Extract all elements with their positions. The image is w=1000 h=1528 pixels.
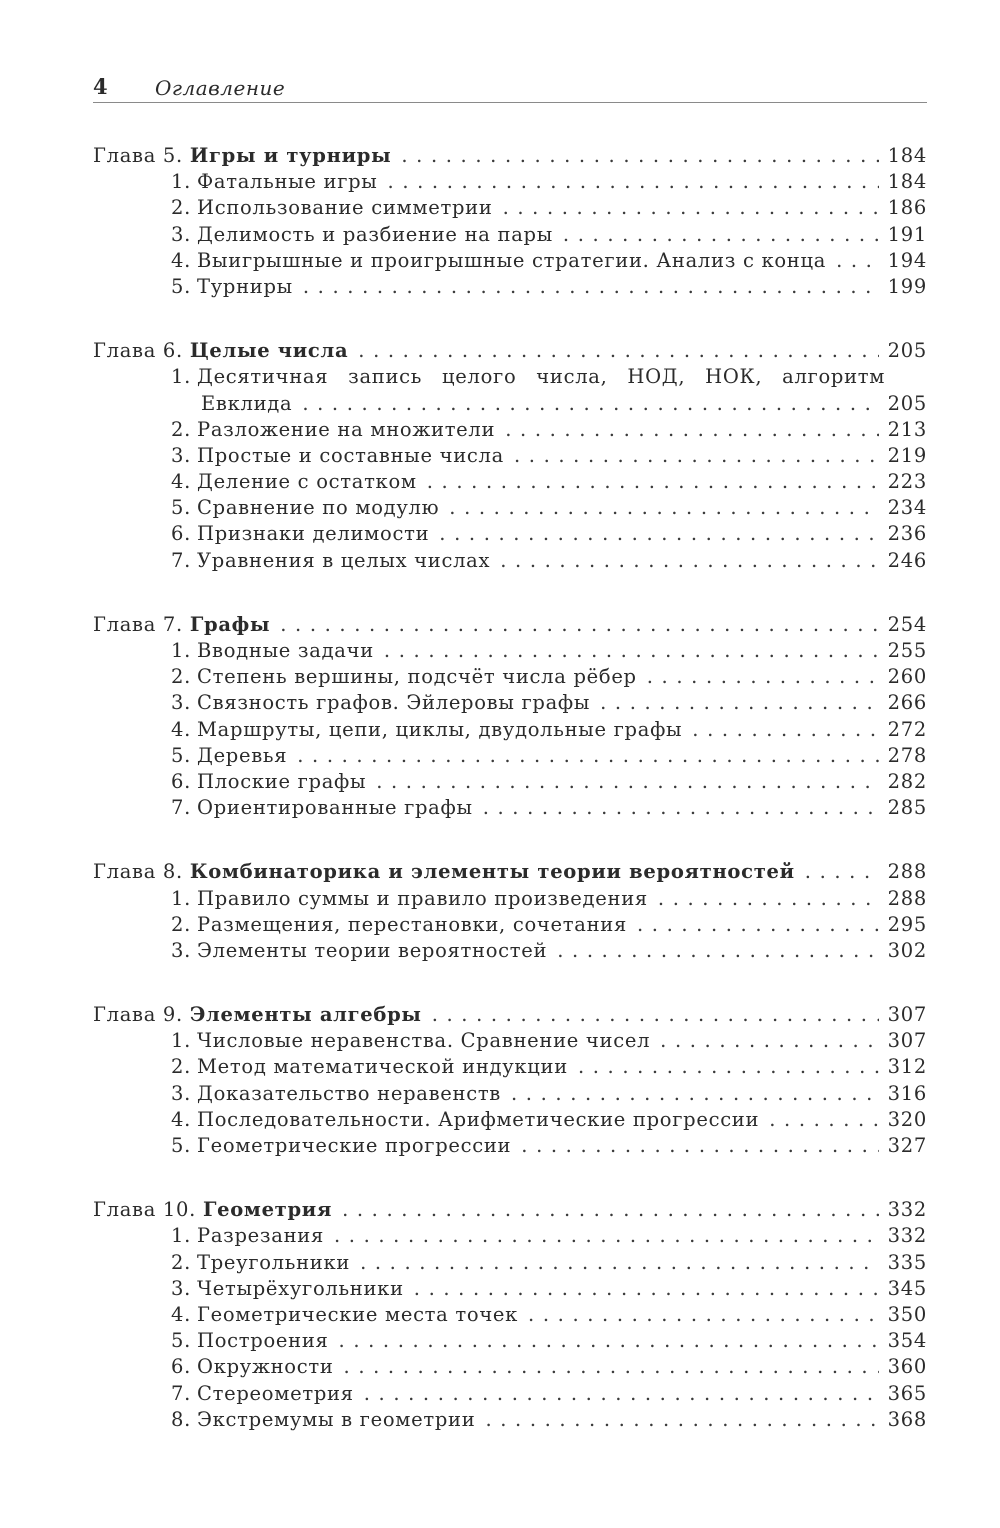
toc-section-row[interactable] [93, 1355, 927, 1381]
section-page: 327 [887, 1134, 927, 1157]
section-number: 1. [171, 639, 192, 662]
section-number: 7. [171, 796, 192, 820]
section-number: 2. [171, 665, 192, 689]
chapter-title: Комбинаторика и элементы теории вероятностей [189, 860, 795, 884]
section-page: 260 [887, 665, 927, 689]
section-number: 5. [171, 496, 192, 520]
section-title: Связность графов. Эйлеровы графы [197, 691, 591, 715]
section-number: 3. [171, 1081, 192, 1105]
chapter-page: 254 [887, 612, 927, 636]
section-page: 288 [887, 886, 927, 910]
toc-chapter [93, 860, 927, 965]
section-page: 246 [887, 548, 927, 572]
section-title: Разложение на множители [197, 417, 496, 441]
toc-chapter [93, 1003, 927, 1160]
section-title: Размещения, перестановки, сочетания [197, 912, 627, 936]
leader-dots [769, 1108, 879, 1131]
leader-dots [364, 1382, 879, 1405]
leader-dots [485, 1408, 879, 1431]
section-page: 350 [887, 1302, 927, 1326]
section-page: 360 [887, 1355, 927, 1379]
section-number: 4. [171, 1302, 192, 1326]
toc-section-row[interactable] [93, 665, 927, 691]
chapter-label: Глава 6. [93, 339, 183, 363]
section-title: Уравнения в целых числах [197, 548, 491, 572]
leader-dots [302, 392, 879, 415]
table-of-contents [93, 144, 927, 1472]
section-title: Элементы теории вероятностей [197, 938, 548, 962]
toc-chapter [93, 1198, 927, 1434]
leader-dots [334, 1224, 879, 1247]
leader-dots [449, 496, 879, 519]
section-number: 3. [171, 443, 192, 467]
section-number: 4. [171, 470, 192, 494]
running-header [93, 72, 927, 103]
toc-section-row[interactable] [93, 1303, 927, 1329]
toc-section-row[interactable] [93, 639, 927, 665]
section-title: Десятичная запись целого числа, НОД, НОК, алгоритм [197, 365, 886, 389]
section-number: 2. [171, 1250, 192, 1274]
section-page: 213 [887, 417, 927, 441]
leader-dots [521, 1134, 879, 1157]
section-page: 184 [887, 170, 927, 194]
section-title: Последовательности. Арифметические прогрессии [197, 1107, 760, 1131]
toc-section-row[interactable] [93, 496, 927, 522]
leader-dots [563, 223, 879, 246]
section-page: 272 [887, 717, 927, 741]
leader-dots [528, 1303, 879, 1326]
section-page: 194 [887, 248, 927, 272]
section-number: 1. [171, 886, 192, 910]
leader-dots [660, 1029, 879, 1052]
leader-dots [297, 744, 879, 767]
section-page: 332 [887, 1224, 927, 1248]
section-title: Построения [197, 1329, 329, 1353]
toc-section-row[interactable] [93, 1108, 927, 1134]
toc-section-row[interactable] [93, 691, 927, 717]
section-title: Выигрышные и проигрышные стратегии. Анализ с конца [197, 248, 827, 272]
toc-chapter-row[interactable] [93, 1003, 927, 1029]
section-number: 3. [171, 691, 192, 715]
section-page: 223 [887, 470, 927, 494]
section-page: 302 [887, 938, 927, 962]
section-title: Признаки делимости [197, 522, 430, 546]
section-page: 236 [887, 522, 927, 546]
leader-dots [414, 1277, 879, 1300]
toc-section-row[interactable] [93, 249, 927, 275]
chapter-title: Элементы алгебры [189, 1003, 422, 1027]
section-title: Правило суммы и правило произведения [197, 886, 648, 910]
section-title: Окружности [197, 1355, 334, 1379]
toc-section-row[interactable] [93, 365, 927, 391]
leader-dots [692, 718, 879, 741]
section-number: 4. [171, 1107, 192, 1131]
toc-chapter [93, 144, 927, 301]
section-title: Маршруты, цепи, циклы, двудольные графы [197, 717, 683, 741]
toc-section-row[interactable] [93, 1055, 927, 1081]
section-title: Деревья [197, 743, 288, 767]
chapter-label: Глава 8. [93, 860, 183, 884]
section-number: 1. [171, 365, 192, 389]
toc-section-row[interactable] [93, 718, 927, 744]
leader-dots [358, 339, 879, 362]
leader-dots [483, 796, 879, 819]
toc-section-row[interactable] [93, 418, 927, 444]
section-number: 5. [171, 1329, 192, 1353]
toc-section-row[interactable] [93, 1329, 927, 1355]
section-number: 8. [171, 1407, 192, 1431]
leader-dots [339, 1329, 879, 1352]
toc-section-row[interactable] [93, 470, 927, 496]
section-title: Экстремумы в геометрии [197, 1407, 476, 1431]
toc-section-row[interactable] [93, 223, 927, 249]
section-number: 5. [171, 743, 192, 767]
section-page: 234 [887, 496, 927, 520]
section-number: 4. [171, 717, 192, 741]
leader-dots [376, 770, 879, 793]
leader-dots [388, 170, 879, 193]
section-title: Ориентированные графы [197, 796, 473, 820]
section-page: 316 [887, 1081, 927, 1105]
section-page: 345 [887, 1276, 927, 1300]
section-title: Числовые неравенства. Сравнение чисел [197, 1029, 651, 1053]
leader-dots [557, 939, 879, 962]
chapter-label: Глава 10. [93, 1198, 197, 1222]
toc-section-row[interactable] [93, 275, 927, 301]
toc-chapter-row[interactable] [93, 860, 927, 886]
section-title: Делимость и разбиение на пары [197, 222, 553, 246]
section-title: Использование симметрии [197, 196, 493, 220]
section-number: 6. [171, 769, 192, 793]
toc-section-row[interactable] [93, 522, 927, 548]
toc-section-row[interactable] [93, 1134, 927, 1160]
toc-section-row[interactable] [93, 549, 927, 575]
section-number: 7. [171, 548, 192, 572]
leader-dots [344, 1355, 879, 1378]
leader-dots [505, 418, 879, 441]
section-number: 1. [171, 1224, 192, 1248]
section-page: 191 [887, 222, 927, 246]
chapter-title: Игры и турниры [189, 144, 392, 167]
section-number: 3. [171, 1276, 192, 1300]
section-page: 285 [887, 796, 927, 820]
section-number: 2. [171, 196, 192, 220]
chapter-page: 332 [887, 1198, 927, 1222]
leader-dots [401, 144, 879, 167]
toc-section-row[interactable] [93, 444, 927, 470]
section-page: 335 [887, 1250, 927, 1274]
section-title: Четырёхугольники [197, 1276, 404, 1300]
toc-section-row[interactable] [93, 939, 927, 965]
leader-dots [384, 639, 879, 662]
section-title-continued: Евклида [201, 391, 293, 415]
section-page: 368 [887, 1407, 927, 1431]
section-page: 199 [887, 274, 927, 298]
leader-dots [427, 470, 879, 493]
section-number: 3. [171, 938, 192, 962]
section-page: 219 [887, 443, 927, 467]
section-page: 312 [887, 1055, 927, 1079]
leader-dots [805, 860, 879, 883]
toc-section-row[interactable] [93, 170, 927, 196]
chapter-page: 288 [887, 860, 927, 884]
toc-section-row[interactable] [93, 887, 927, 913]
toc-chapter [93, 613, 927, 823]
leader-dots [342, 1198, 879, 1221]
section-page: 205 [887, 391, 927, 415]
leader-dots [578, 1055, 879, 1078]
chapter-page: 184 [887, 144, 927, 167]
section-page: 186 [887, 196, 927, 220]
leader-dots [432, 1003, 879, 1026]
toc-section-row[interactable] [93, 770, 927, 796]
section-title: Деление с остатком [197, 470, 417, 494]
toc-section-row[interactable] [93, 1082, 927, 1108]
toc-chapter-row[interactable] [93, 339, 927, 365]
toc-section-row[interactable] [93, 744, 927, 770]
section-title: Геометрические прогрессии [197, 1134, 512, 1157]
section-page: 365 [887, 1381, 927, 1405]
leader-dots [303, 275, 879, 298]
section-page: 255 [887, 639, 927, 662]
header-title: Оглавление [155, 76, 286, 100]
leader-dots [658, 887, 879, 910]
leader-dots [503, 196, 879, 219]
leader-dots [600, 691, 879, 714]
section-page: 266 [887, 691, 927, 715]
section-number: 2. [171, 417, 192, 441]
toc-chapter-row[interactable] [93, 144, 927, 170]
toc-section-row[interactable] [93, 1382, 927, 1408]
section-title: Разрезания [197, 1224, 324, 1248]
section-number: 1. [171, 1029, 192, 1053]
chapter-label: Глава 7. [93, 612, 183, 636]
section-title: Доказательство неравенств [197, 1081, 501, 1105]
toc-chapter [93, 339, 927, 575]
section-title: Степень вершины, подсчёт числа рёбер [197, 665, 637, 689]
leader-dots [836, 249, 879, 272]
section-number: 2. [171, 1055, 192, 1079]
toc-chapter-row[interactable] [93, 613, 927, 639]
section-title: Вводные задачи [197, 639, 374, 662]
toc-section-row[interactable] [93, 196, 927, 222]
section-title: Метод математической индукции [197, 1055, 568, 1079]
section-title: Треугольники [197, 1250, 351, 1274]
chapter-page: 205 [887, 339, 927, 363]
section-number: 6. [171, 1355, 192, 1379]
toc-section-row[interactable] [93, 1408, 927, 1434]
leader-dots [280, 613, 879, 636]
section-title: Плоские графы [197, 769, 367, 793]
leader-dots [514, 444, 879, 467]
chapter-title: Геометрия [202, 1198, 333, 1222]
chapter-label: Глава 9. [93, 1003, 183, 1027]
section-number: 2. [171, 912, 192, 936]
section-title: Фатальные игры [197, 170, 378, 194]
toc-section-row[interactable] [93, 1277, 927, 1303]
section-title: Турниры [197, 274, 293, 298]
leader-dots [360, 1251, 879, 1274]
chapter-label: Глава 5. [93, 144, 183, 167]
toc-section-row[interactable] [93, 796, 927, 822]
section-page: 320 [887, 1107, 927, 1131]
section-number: 1. [171, 170, 192, 194]
chapter-page: 307 [887, 1003, 927, 1027]
section-number: 5. [171, 274, 192, 298]
toc-chapter-row[interactable] [93, 1198, 927, 1224]
section-page: 354 [887, 1329, 927, 1353]
leader-dots [647, 665, 879, 688]
leader-dots [500, 549, 879, 572]
section-title: Стереометрия [197, 1381, 354, 1405]
section-page: 282 [887, 769, 927, 793]
section-number: 6. [171, 522, 192, 546]
section-title: Геометрические места точек [197, 1302, 519, 1326]
section-number: 4. [171, 248, 192, 272]
chapter-title: Целые числа [189, 339, 349, 363]
toc-section-row-continued[interactable] [93, 392, 927, 418]
toc-section-row[interactable] [93, 1251, 927, 1277]
leader-dots [511, 1082, 879, 1105]
leader-dots [439, 522, 879, 545]
section-number: 7. [171, 1381, 192, 1405]
toc-section-row[interactable] [93, 1224, 927, 1250]
section-title: Сравнение по модулю [197, 496, 440, 520]
section-page: 307 [887, 1029, 927, 1053]
page-number: 4 [93, 74, 108, 99]
section-number: 3. [171, 222, 192, 246]
section-page: 278 [887, 743, 927, 767]
chapter-title: Графы [189, 612, 271, 636]
toc-section-row[interactable] [93, 913, 927, 939]
toc-section-row[interactable] [93, 1029, 927, 1055]
leader-dots [637, 913, 879, 936]
section-number: 5. [171, 1134, 192, 1157]
section-title: Простые и составные числа [197, 443, 504, 467]
section-page: 295 [887, 912, 927, 936]
